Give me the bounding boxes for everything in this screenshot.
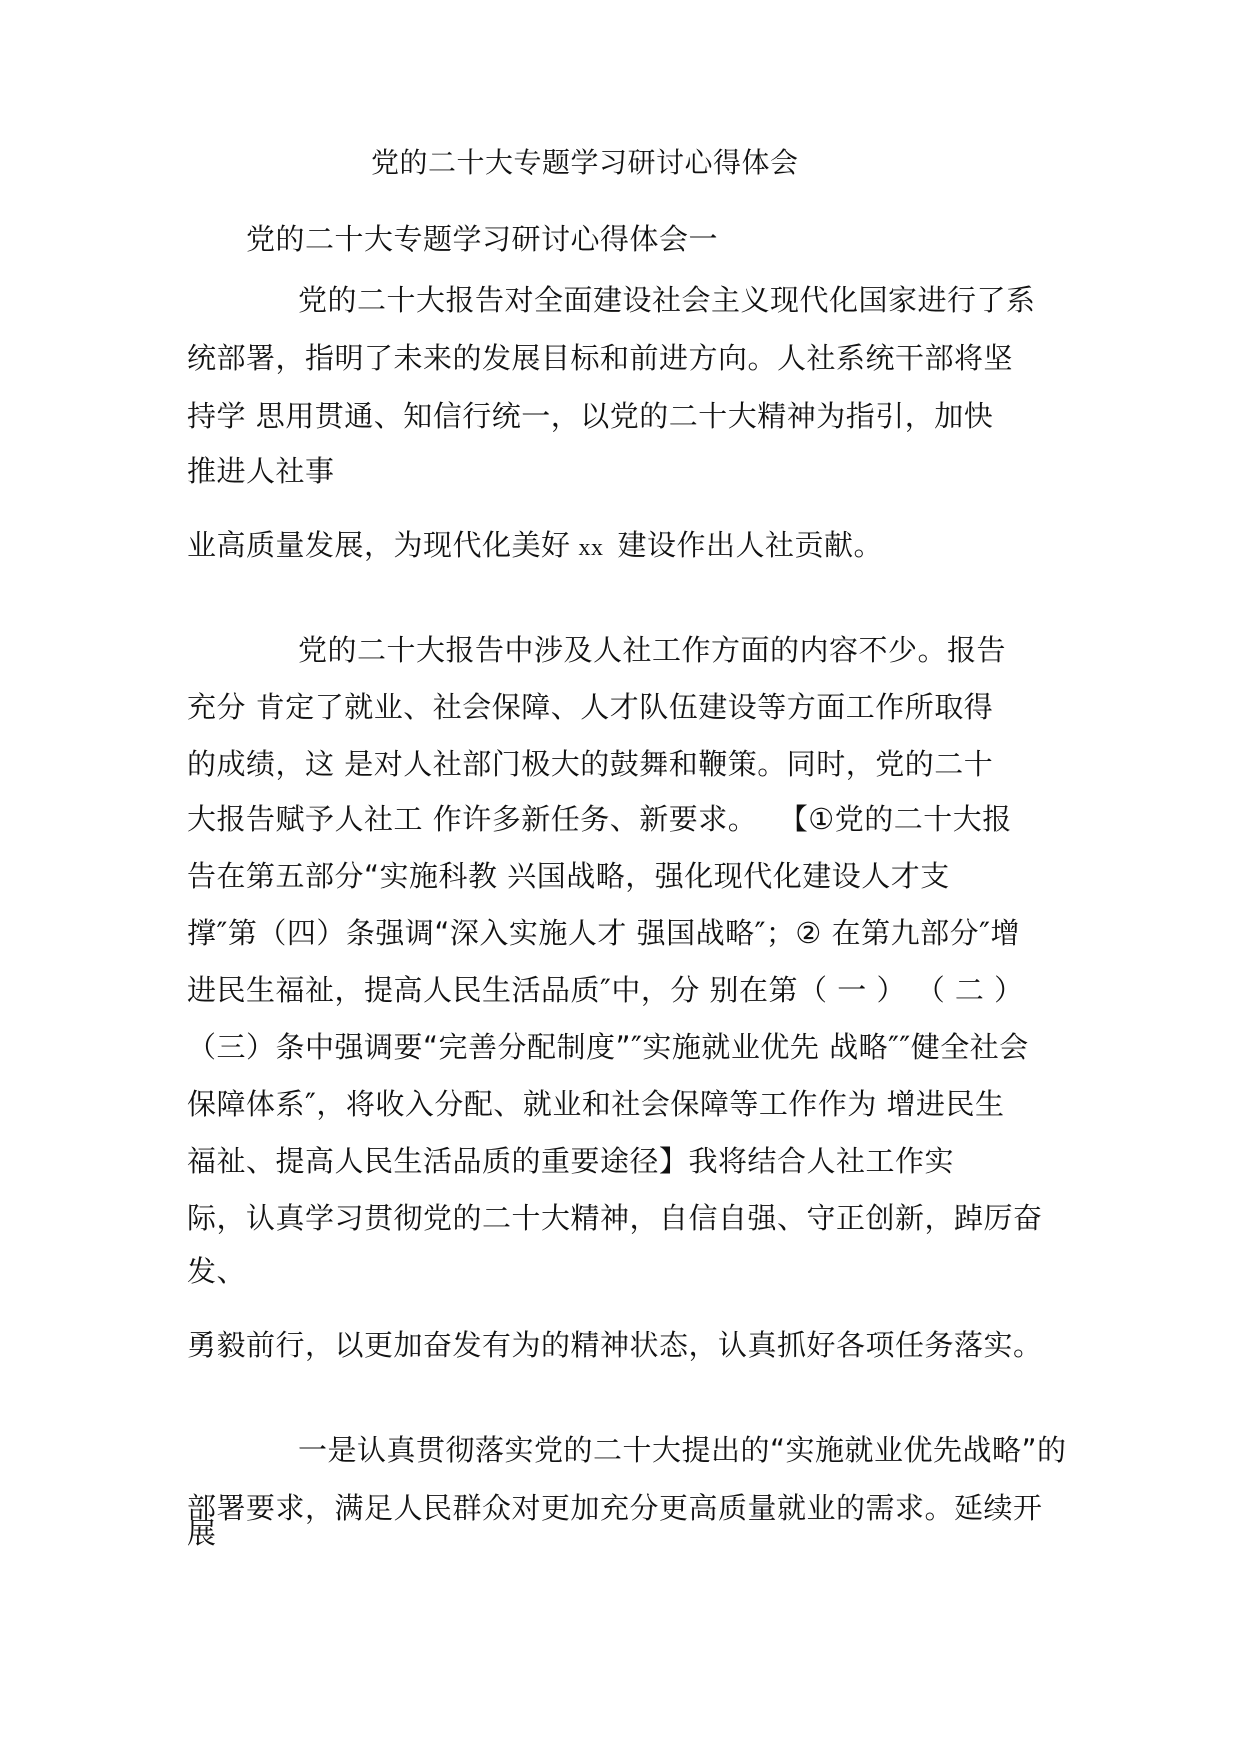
paragraph-line: 际，认真学习贯彻党的二十大精神，自信自强、守正创新，踔厉奋 xyxy=(187,1201,1043,1235)
paragraph-line xyxy=(187,801,1012,837)
paragraph-line xyxy=(187,527,883,566)
paragraph-line: 的成绩，这 是对人社部门极大的鼓舞和鞭策。同时，党的二十 xyxy=(187,747,994,781)
paragraph-line: 部署要求，满足人民群众对更加充分更高质量就业的需求。延续开 xyxy=(187,1491,1043,1525)
section-heading: 党的二十大专题学习研讨心得体会一 xyxy=(246,222,719,256)
paragraph-line: 保障体系″，将收入分配、就业和社会保障等工作作为 增进民生 xyxy=(187,1087,1005,1121)
paragraph-line: 党的二十大报告对全面建设社会主义现代化国家进行了系 xyxy=(298,283,1036,317)
paragraph-line: 一是认真贯彻落实党的二十大提出的“实施就业优先战略”的 xyxy=(298,1433,1067,1467)
paragraph-line: 展 xyxy=(187,1516,217,1550)
paragraph-line: 党的二十大报告中涉及人社工作方面的内容不少。报告 xyxy=(298,633,1007,667)
paragraph-line: 撑″第（四）条强调“深入实施人才 强国战略″；② 在第九部分″增 xyxy=(187,916,1020,950)
paragraph-line: 发、 xyxy=(187,1254,247,1288)
paragraph-line: 充分 肯定了就业、社会保障、人才队伍建设等方面工作所取得 xyxy=(187,690,994,724)
document-title: 党的二十大专题学习研讨心得体会 xyxy=(371,146,799,179)
paragraph-line: 勇毅前行，以更加奋发有为的精神状态，认真抓好各项任务落实。 xyxy=(187,1328,1043,1362)
paragraph-text: 业高质量发展，为现代化美好 xyxy=(187,528,571,562)
paragraph-line: 持学 思用贯通、知信行统一，以党的二十大精神为指引，加快 xyxy=(187,399,994,433)
placeholder-text: xx xyxy=(578,535,604,561)
paragraph-line: 福祉、提高人民生活品质的重要途径】我将结合人社工作实 xyxy=(187,1144,955,1178)
paragraph-line: 告在第五部分“实施科教 兴国战略，强化现代化建设人才支 xyxy=(187,859,950,893)
paragraph-text: 大报告赋予人社工 作许多新任务、新要求。 xyxy=(187,802,758,836)
paragraph-text: 建设作出人社贡献。 xyxy=(617,528,884,562)
paragraph-text: 【①党的二十大报 xyxy=(793,802,1012,836)
paragraph-line: 统部署，指明了未来的发展目标和前进方向。人社系统干部将坚 xyxy=(187,341,1014,375)
paragraph-line: 推进人社事 xyxy=(187,454,335,488)
paragraph-line: （三）条中强调要“完善分配制度”″实施就业优先 战略″″健全社会 xyxy=(187,1030,1029,1064)
paragraph-line: 进民生福祉，提高人民生活品质″中，分 别在第（ 一 ） （ 二 ） xyxy=(187,973,1024,1007)
